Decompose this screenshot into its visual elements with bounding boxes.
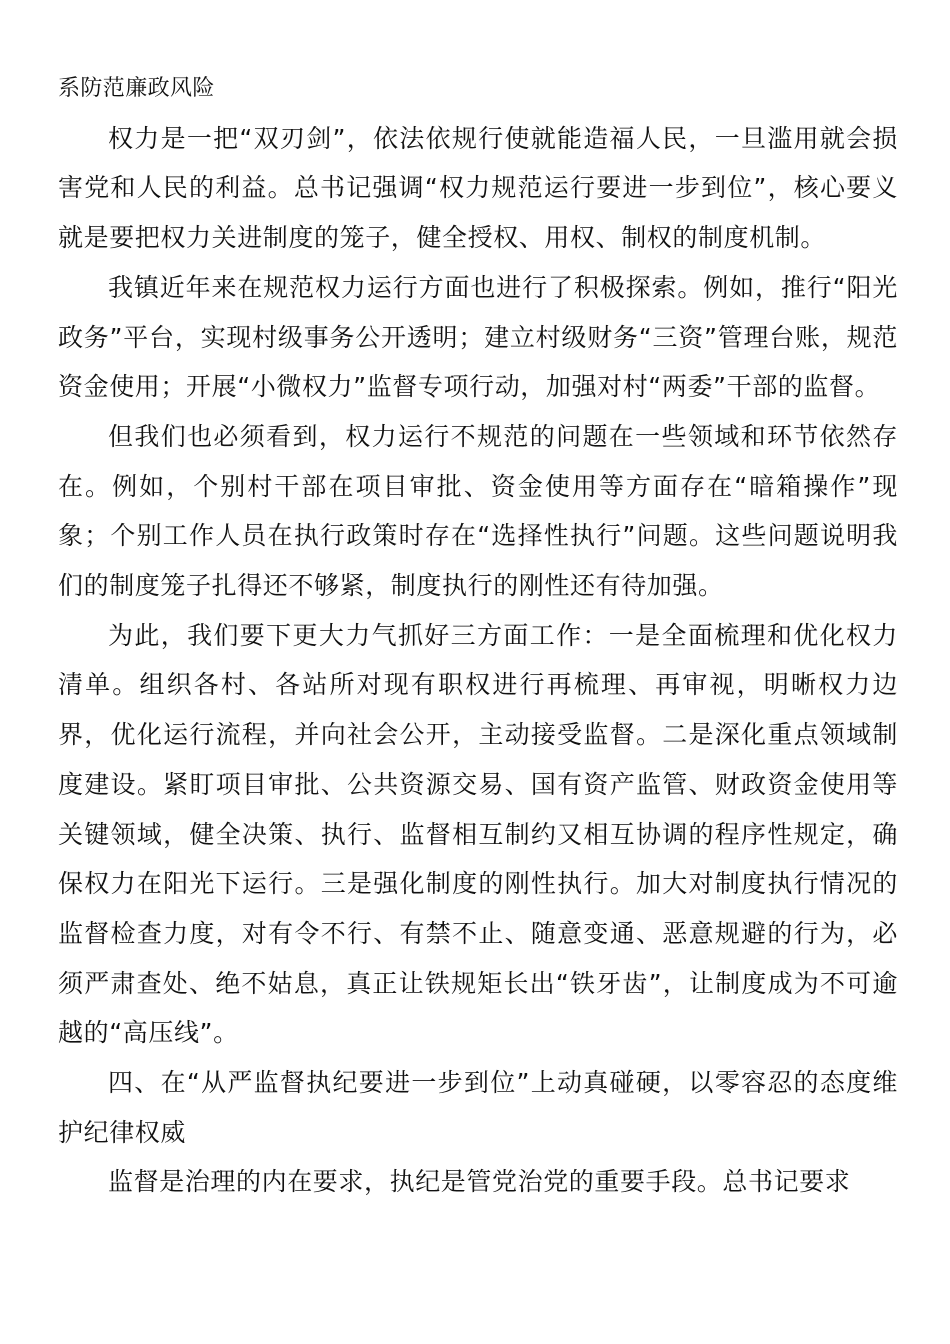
section-heading-four: 四、在“从严监督执纪要进一步到位”上动真碰硬，以零容忍的态度维护纪律权威 — [58, 1068, 898, 1147]
paragraph-supervision: 监督是治理的内在要求，执纪是管党治党的重要手段。总书记要求 — [108, 1167, 851, 1197]
paragraph-problems: 但我们也必须看到，权力运行不规范的问题在一些领域和环节依然存在。例如，个别村干部在项目审批、资金使用等方面存在“暗箱操作”现象；个别工作人员在执行政策时存在“选择性执行”问题。这些问题说明我们的制度笼子扎得还不够紧，制度执行的刚性还有待加强。 — [58, 421, 898, 601]
document-body — [58, 64, 898, 1207]
paragraph-power-double-edged: 权力是一把“双刃剑”，依法依规行使就能造福人民，一旦滥用就会损害党和人民的利益。总书记强调“权力规范运行要进一步到位”，核心要义就是要把权力关进制度的笼子，健全授权、用权、制权的制度机制。 — [58, 123, 898, 253]
paragraph-continuation: 系防范廉政风险 — [58, 76, 215, 101]
paragraph-three-tasks: 为此，我们要下更大力气抓好三方面工作：一是全面梳理和优化权力清单。组织各村、各站所对现有职权进行再梳理、再审视，明晰权力边界，优化运行流程，并向社会公开，主动接受监督。二是深化重点领域制度建设。紧盯项目审批、公共资源交易、国有资产监管、财政资金使用等关键领域，健全决策、执行、监督相互制约又相互协调的程序性规定，确保权力在阳光下运行。三是强化制度的刚性执行。加大对制度执行情况的监督检查力度，对有令不行、有禁不止、随意变通、恶意规避的行为，必须严肃查处、绝不姑息，真正让铁规矩长出“铁牙齿”，让制度成为不可逾越的“高压线”。 — [58, 620, 898, 1048]
paragraph-town-exploration: 我镇近年来在规范权力运行方面也进行了积极探索。例如，推行“阳光政务”平台，实现村级事务公开透明；建立村级财务“三资”管理台账，规范资金使用；开展“小微权力”监督专项行动，加强对村“两委”干部的监督。 — [58, 272, 898, 402]
